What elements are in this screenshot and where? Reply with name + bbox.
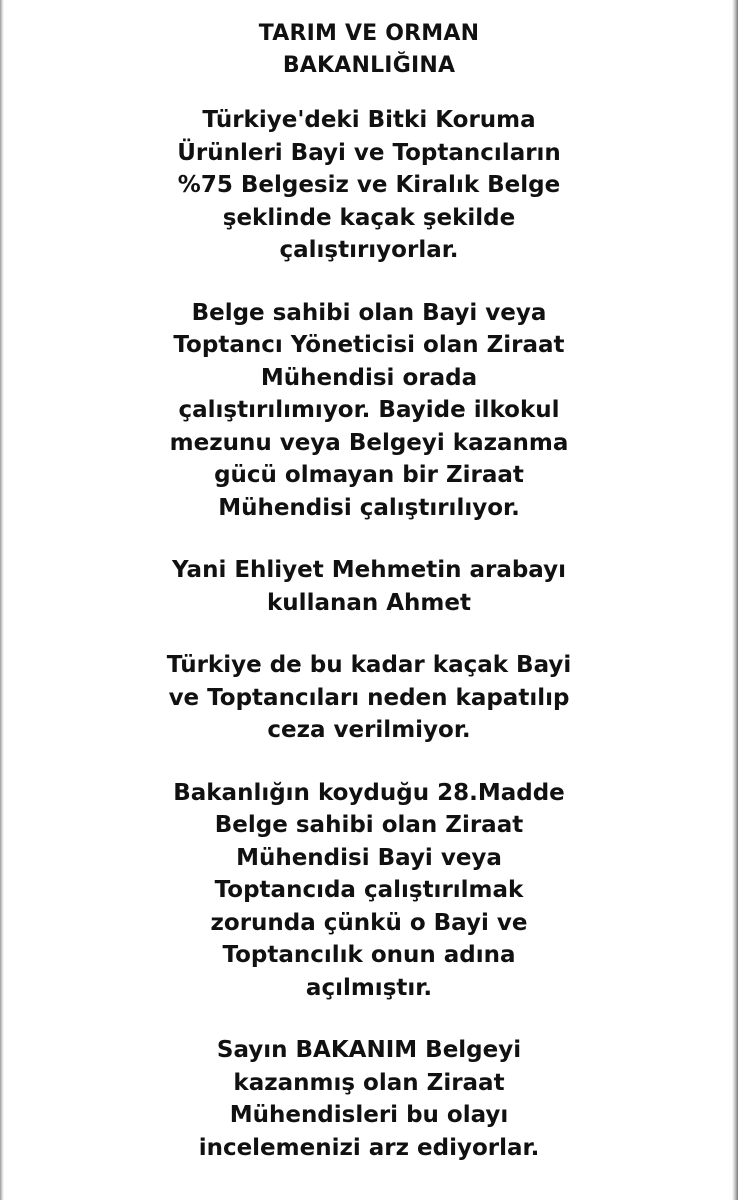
text-line: Mühendisi Bayi veya [236, 844, 502, 871]
text-line: çalıştırıyorlar. [279, 237, 459, 263]
paragraph-4 [0, 649, 738, 747]
text-line: Ürünleri Bayi ve Toptancıların [177, 139, 561, 166]
text-line: Toptancılık onun adına [222, 942, 516, 968]
text-line: kazanmış olan Ziraat [233, 1069, 505, 1096]
text-line: açılmıştır. [305, 974, 433, 1001]
text-line: Toptancı Yöneticisi olan Ziraat [173, 332, 565, 358]
title-line: BAKANLIĞINA [282, 53, 456, 78]
paragraph-3 [0, 554, 738, 619]
text-line: gücü olmayan bir Ziraat [214, 462, 524, 488]
paragraph-2 [0, 297, 738, 525]
text-line: Belge sahibi olan Ziraat [214, 812, 524, 838]
title-line: TARIM VE ORMAN [258, 21, 480, 46]
text-line: Belge sahibi olan Bayi veya [191, 299, 547, 326]
text-line: Türkiye de bu kadar kaçak Bayi [166, 652, 572, 678]
text-line: incelemenizi arz ediyorlar. [198, 1134, 540, 1161]
text-line: Mühendisi orada [260, 364, 478, 391]
letter-body [0, 18, 738, 1194]
text-line: Türkiye'deki Bitki Koruma [202, 107, 536, 133]
text-line: Mühendisleri bu olayı [229, 1102, 509, 1128]
text-line: çalıştırılımıyor. Bayide ilkokul [178, 397, 560, 423]
text-line: Yani Ehliyet Mehmetin arabayı [172, 557, 566, 583]
text-line: kullanan Ahmet [267, 589, 471, 616]
text-line: zorunda çünkü o Bayi ve [210, 909, 528, 936]
text-line: Sayın BAKANIM Belgeyi [216, 1037, 522, 1063]
text-line: Toptancıda çalıştırılmak [214, 877, 524, 903]
paragraph-5 [0, 777, 738, 1005]
letter-title [0, 18, 738, 82]
text-line: ve Toptancıları neden kapatılıp [168, 684, 570, 711]
text-line: mezunu veya Belgeyi kazanma [169, 429, 569, 456]
text-line: %75 Belgesiz ve Kiralık Belge [177, 172, 561, 198]
paragraph-1 [0, 104, 738, 267]
text-line: ceza verilmiyor. [267, 717, 471, 743]
text-line: Mühendisi çalıştırılıyor. [218, 494, 520, 521]
text-line: Bakanlığın koyduğu 28.Madde [173, 779, 565, 806]
text-line: şeklinde kaçak şekilde [222, 204, 516, 231]
paragraph-6 [0, 1034, 738, 1164]
